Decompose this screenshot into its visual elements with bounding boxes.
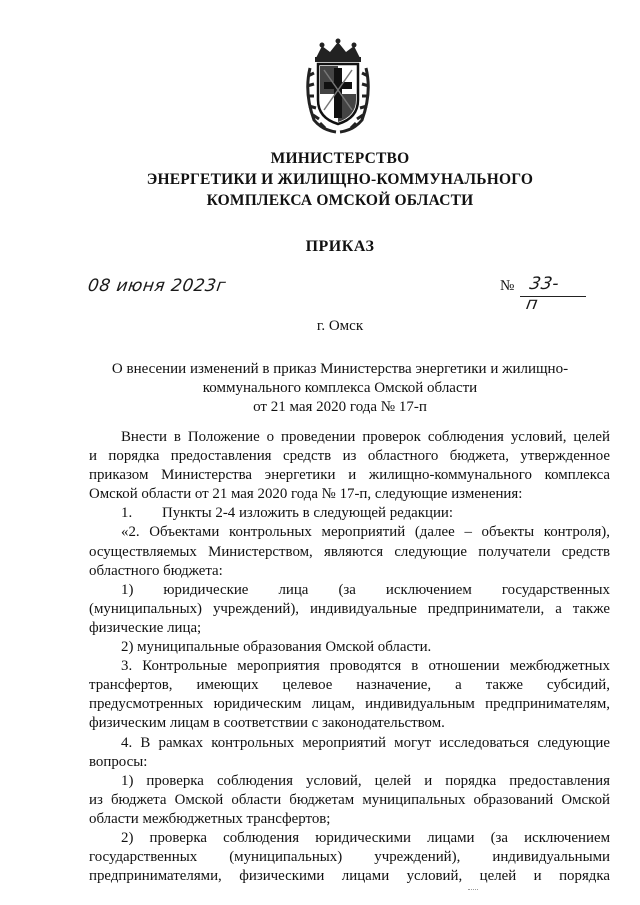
order-body bbox=[89, 428, 610, 886]
p4-line-1: 4. В рамках контрольных мероприятий могут исследоваться следующие bbox=[121, 734, 610, 751]
p2-2: 2) муниципальные образования Омской области. bbox=[121, 639, 432, 656]
document-type-title: ПРИКАЗ bbox=[305, 238, 375, 255]
ministry-line-3: КОМПЛЕКСА ОМСКОЙ ОБЛАСТИ bbox=[206, 192, 474, 209]
ministry-line-1: МИНИСТЕРСТВО bbox=[270, 150, 410, 167]
omsk-region-coat-of-arms-icon bbox=[302, 38, 374, 134]
ministry-name bbox=[60, 148, 620, 211]
scan-mark bbox=[468, 889, 478, 890]
city: г. Омск bbox=[316, 318, 364, 334]
number-underline bbox=[520, 296, 586, 297]
p2-1-line-3: физические лица; bbox=[89, 619, 202, 636]
p2-line-2: осуществляемых Министерством, являются следующие получатели средств bbox=[89, 543, 610, 560]
intro-line-1: Внести в Положение о проведении проверок соблюдения условий, целей bbox=[121, 429, 610, 445]
p4-1-line-1: 1) проверка соблюдения условий, целей и порядка предоставления bbox=[121, 772, 610, 789]
handwritten-number: 33-п bbox=[524, 274, 561, 314]
subject-line-1: О внесении изменений в приказ Министерства энергетики и жилищно- bbox=[111, 361, 569, 377]
intro-line-2: и порядка предоставления средств из областного бюджета, утвержденное bbox=[89, 448, 610, 465]
p2-line-3: областного бюджета: bbox=[89, 562, 223, 579]
subject-line-3: от 21 мая 2020 года № 17-п bbox=[253, 399, 427, 415]
p4-2-line-1: 2) проверка соблюдения юридическими лицами (за исключением bbox=[121, 829, 610, 846]
intro-line-3: приказом Министерства энергетики и жилищно-коммунального комплекса bbox=[89, 467, 610, 484]
p4-2-line-3: предпринимателями, физическими лицами условий, целей и порядка bbox=[89, 868, 610, 885]
item-1: 1. Пункты 2-4 изложить в следующей редакции: bbox=[121, 505, 454, 522]
p2-1-line-2: (муниципальных) учреждений), индивидуальные предприниматели, а также bbox=[89, 600, 610, 617]
p4-2-line-2: государственных (муниципальных) учреждений), индивидуальными bbox=[89, 849, 610, 866]
p2-1-line-1: 1) юридические лица (за исключением государственных bbox=[121, 581, 610, 598]
p4-line-2: вопросы: bbox=[89, 753, 148, 770]
p4-1-line-2: из бюджета Омской области бюджетам муниципальных образований Омской bbox=[89, 791, 610, 808]
p3-line-2: трансфертов, имеющих целевое назначение, а также субсидий, bbox=[89, 677, 610, 694]
p2-line-1: «2. Объектами контрольных мероприятий (далее – объекты контроля), bbox=[121, 524, 610, 541]
ministry-line-2: ЭНЕРГЕТИКИ И ЖИЛИЩНО-КОММУНАЛЬНОГО bbox=[146, 171, 534, 188]
intro-line-4: Омской области от 21 мая 2020 года № 17-п, следующие изменения: bbox=[89, 486, 523, 503]
subject-line-2: коммунального комплекса Омской области bbox=[202, 380, 478, 396]
order-subject bbox=[60, 360, 620, 417]
p3-line-3: предусмотренных юридическим лицам, индивидуальным предпринимателям, bbox=[89, 696, 610, 713]
p3-line-4: физическим лицам в соответствии с законодательством. bbox=[89, 715, 445, 732]
p3-line-1: 3. Контрольные мероприятия проводятся в отношении межбюджетных bbox=[121, 658, 610, 675]
number-sign: № bbox=[500, 278, 515, 294]
handwritten-date: 08 июня 2023г bbox=[86, 276, 228, 296]
p4-1-line-3: области межбюджетных трансфертов; bbox=[89, 810, 331, 827]
